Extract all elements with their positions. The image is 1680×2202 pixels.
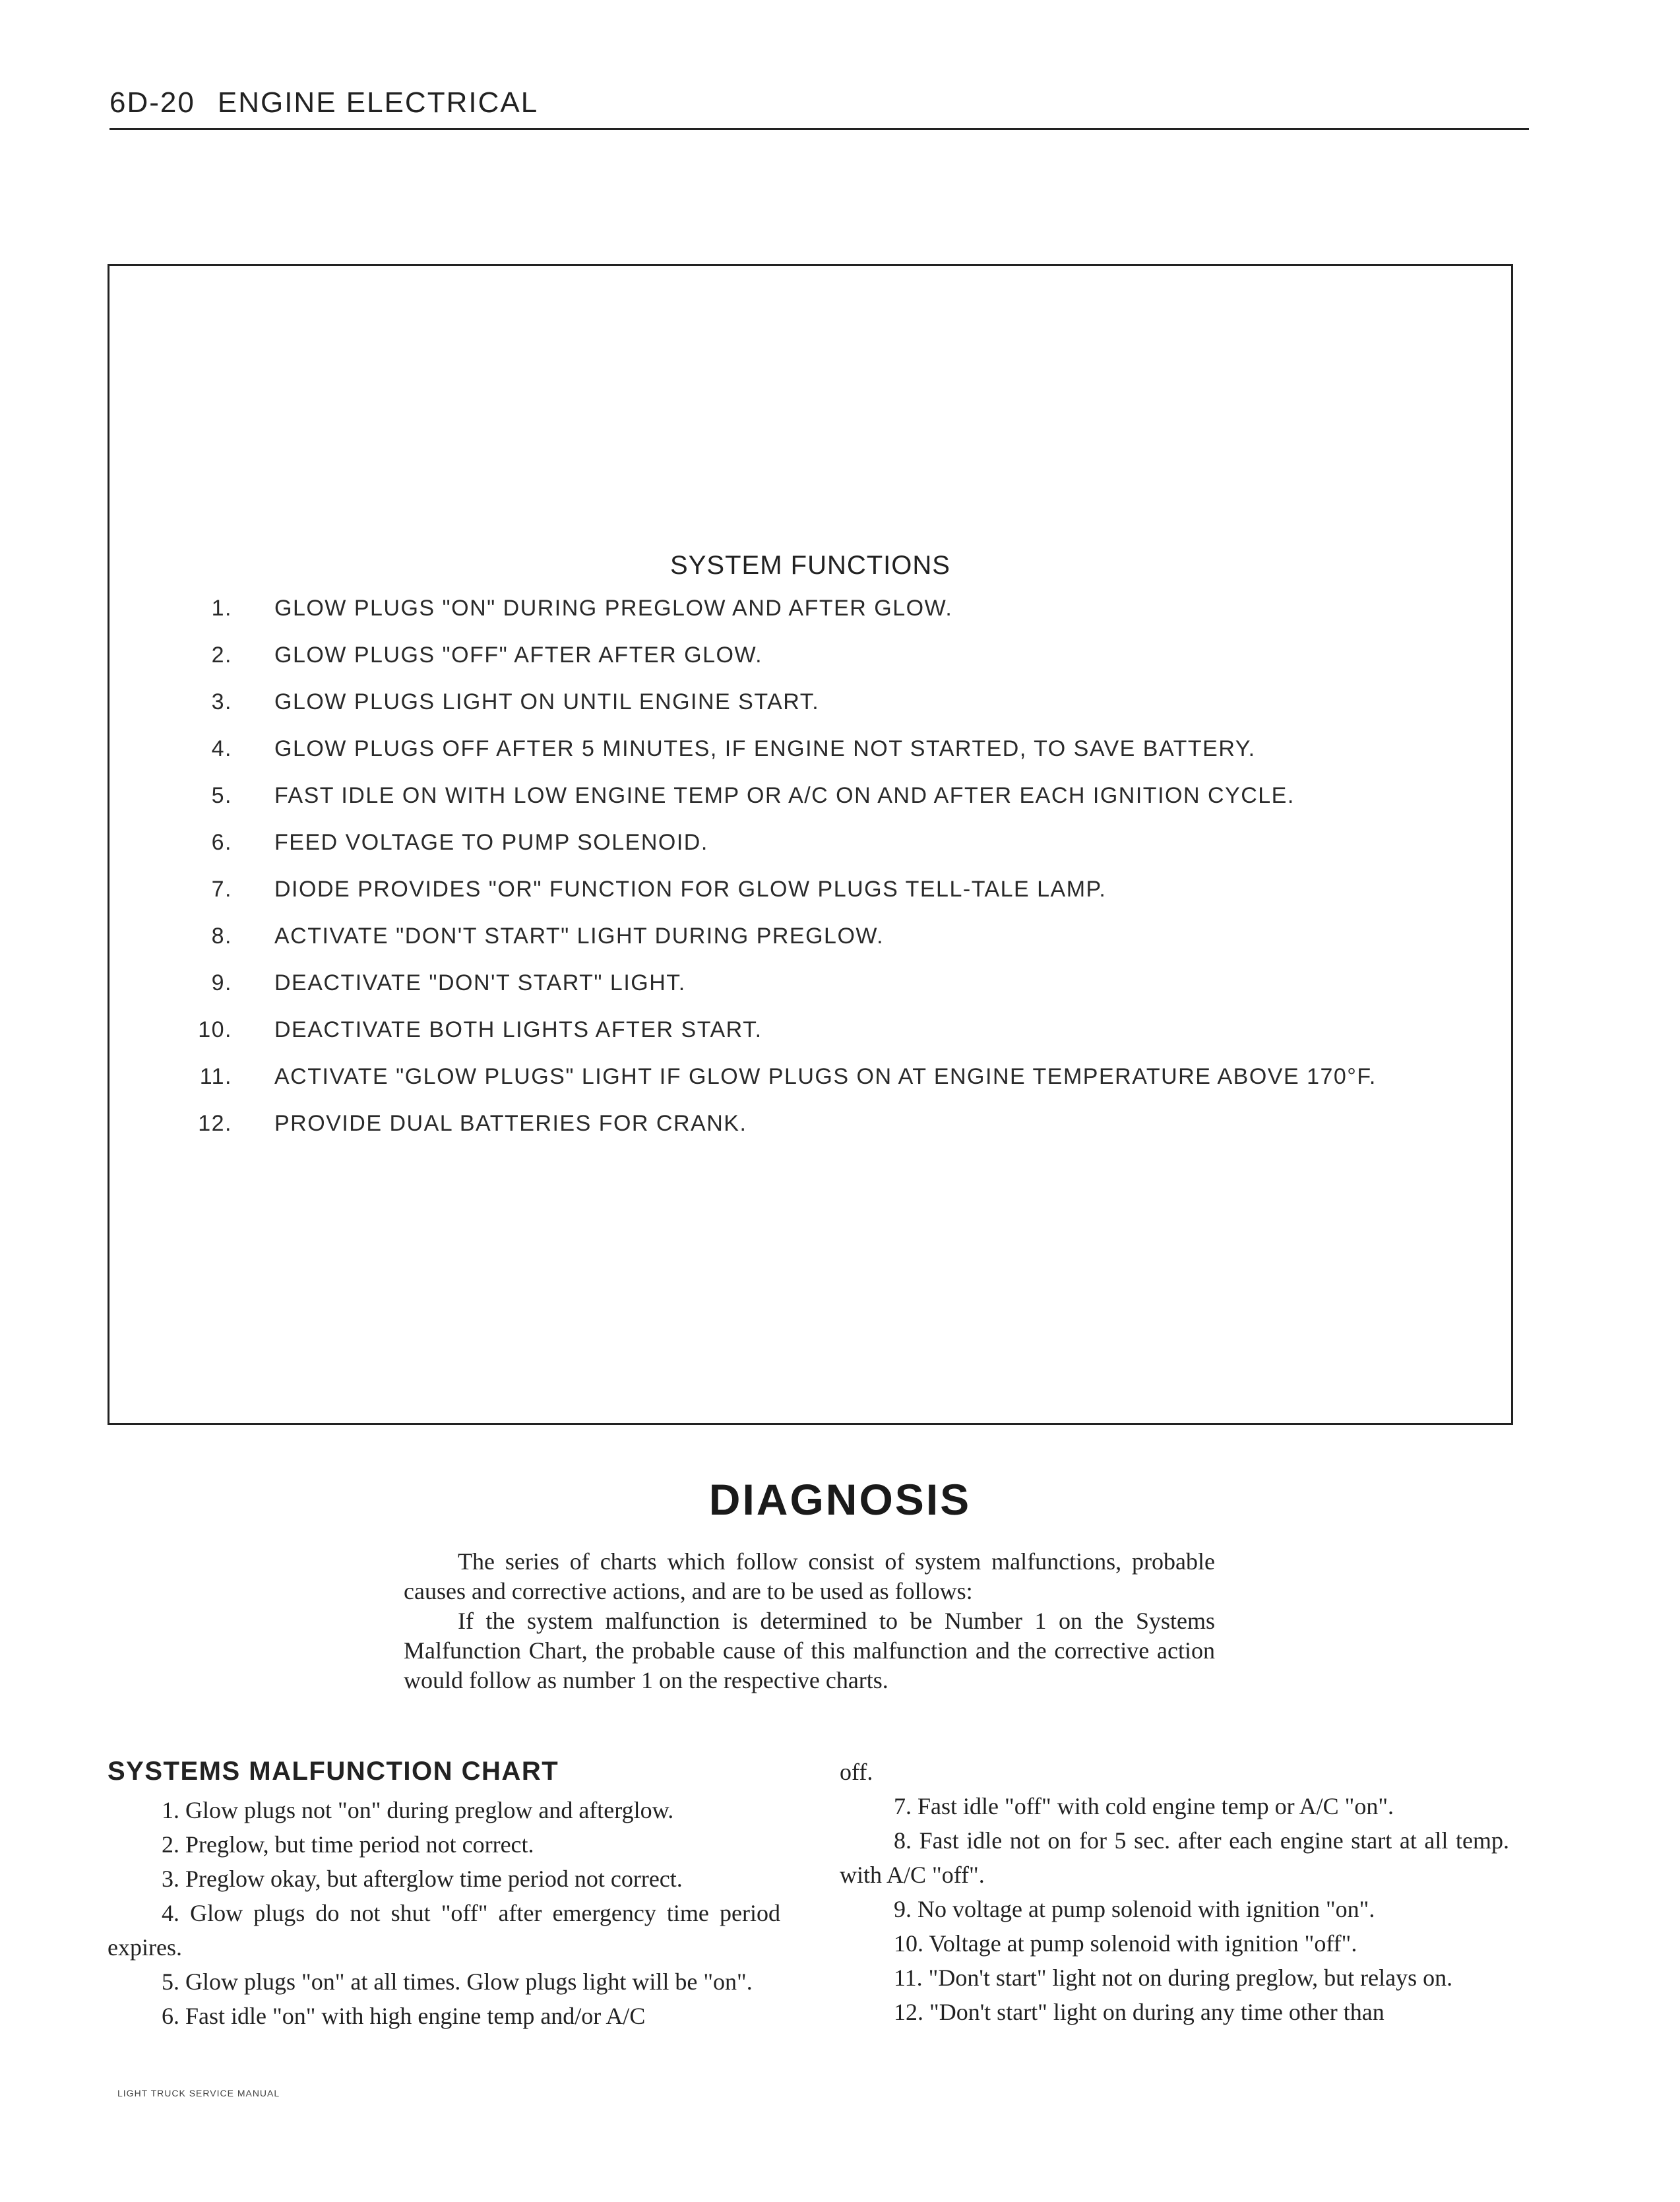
item-text: GLOW PLUGS LIGHT ON UNTIL ENGINE START. [274, 689, 820, 714]
list-item [195, 736, 1481, 783]
malfunction-chart-heading: SYSTEMS MALFUNCTION CHART [108, 1757, 559, 1786]
item-text: DEACTIVATE BOTH LIGHTS AFTER START. [274, 1017, 762, 1042]
list-item: 7. Fast idle "off" with cold engine temp or A/C "on". [894, 1793, 1394, 1819]
item-text: GLOW PLUGS OFF AFTER 5 MINUTES, IF ENGINE NOT STARTED, TO SAVE BATTERY. [274, 736, 1256, 761]
list-item [195, 1064, 1481, 1111]
diagnosis-title: DIAGNOSIS [708, 1475, 972, 1524]
item-text: ACTIVATE "DON'T START" LIGHT DURING PREGLOW. [274, 924, 885, 949]
list-item: 10. Voltage at pump solenoid with ignition "off". [894, 1930, 1357, 1957]
item-text: FAST IDLE ON WITH LOW ENGINE TEMP OR A/C ON AND AFTER EACH IGNITION CYCLE. [274, 783, 1295, 808]
item-number: 5. [211, 783, 232, 808]
diagnosis-paragraph: If the system malfunction is determined to be Number 1 on the Systems Malfunction Chart, the probable cause of this malfunction and the corrective action would follow as number 1 on the respective charts. [404, 1608, 1215, 1693]
list-item: 5. Glow plugs "on" at all times. Glow plugs light will be "on". [162, 1968, 753, 1995]
diagnosis-paragraph: The series of charts which follow consist of system malfunctions, probable causes and corrective actions, and are to be used as follows: [404, 1548, 1215, 1604]
item-number: 8. [211, 924, 232, 949]
list-item [195, 783, 1481, 830]
header-rule [109, 128, 1529, 130]
list-item [195, 970, 1481, 1017]
header-line [109, 88, 1529, 117]
continuation-text: off. [840, 1759, 873, 1785]
malfunction-chart-right-column [840, 1755, 1509, 2029]
list-item: 11. "Don't start" light not on during preglow, but relays on. [894, 1965, 1453, 1991]
list-item [195, 689, 1481, 736]
item-number: 3. [211, 689, 232, 714]
diagnosis-intro [404, 1547, 1215, 1695]
list-item: 2. Preglow, but time period not correct. [162, 1831, 534, 1858]
list-item: 8. Fast idle not on for 5 sec. after each engine start at all temp. with A/C "off". [840, 1827, 1509, 1888]
list-item [195, 643, 1481, 689]
item-number: 2. [211, 643, 232, 668]
item-number: 12. [198, 1111, 232, 1136]
item-number: 6. [211, 830, 232, 855]
item-number: 10. [198, 1017, 232, 1042]
list-item [195, 830, 1481, 877]
item-number: 9. [211, 970, 232, 995]
item-number: 7. [211, 877, 232, 902]
list-item [195, 877, 1481, 924]
list-item [195, 1017, 1481, 1064]
item-text: DIODE PROVIDES "OR" FUNCTION FOR GLOW PLUGS TELL-TALE LAMP. [274, 877, 1107, 902]
item-number: 4. [211, 736, 232, 761]
system-functions-title: SYSTEM FUNCTIONS [670, 551, 950, 580]
malfunction-chart-left-column [108, 1755, 780, 2033]
item-text: PROVIDE DUAL BATTERIES FOR CRANK. [274, 1111, 747, 1136]
section-title: ENGINE ELECTRICAL [217, 86, 539, 119]
item-text: DEACTIVATE "DON'T START" LIGHT. [274, 970, 686, 995]
page-number: 6D-20 [109, 86, 195, 119]
item-text: ACTIVATE "GLOW PLUGS" LIGHT IF GLOW PLUGS ON AT ENGINE TEMPERATURE ABOVE 170°F. [274, 1064, 1377, 1089]
page-footer: LIGHT TRUCK SERVICE MANUAL [117, 2088, 280, 2098]
page-header [109, 88, 1529, 117]
item-text: GLOW PLUGS "OFF" AFTER AFTER GLOW. [274, 643, 763, 668]
item-number: 11. [199, 1064, 232, 1089]
item-text: FEED VOLTAGE TO PUMP SOLENOID. [274, 830, 708, 855]
list-item [195, 596, 1481, 643]
system-functions-box [108, 264, 1513, 1425]
list-item [195, 924, 1481, 970]
list-item: 6. Fast idle "on" with high engine temp and/or A/C [162, 2003, 646, 2029]
list-item [195, 1111, 1481, 1158]
list-item: 12. "Don't start" light on during any time other than [894, 1999, 1384, 2025]
list-item: 3. Preglow okay, but afterglow time period not correct. [162, 1866, 683, 1892]
list-item: 4. Glow plugs do not shut "off" after emergency time period expires. [108, 1900, 780, 1961]
item-number: 1. [211, 596, 232, 621]
list-item: 9. No voltage at pump solenoid with ignition "on". [894, 1896, 1375, 1922]
system-functions-list [195, 596, 1481, 1158]
list-item: 1. Glow plugs not "on" during preglow and afterglow. [162, 1797, 674, 1823]
item-text: GLOW PLUGS "ON" DURING PREGLOW AND AFTER GLOW. [274, 596, 953, 621]
